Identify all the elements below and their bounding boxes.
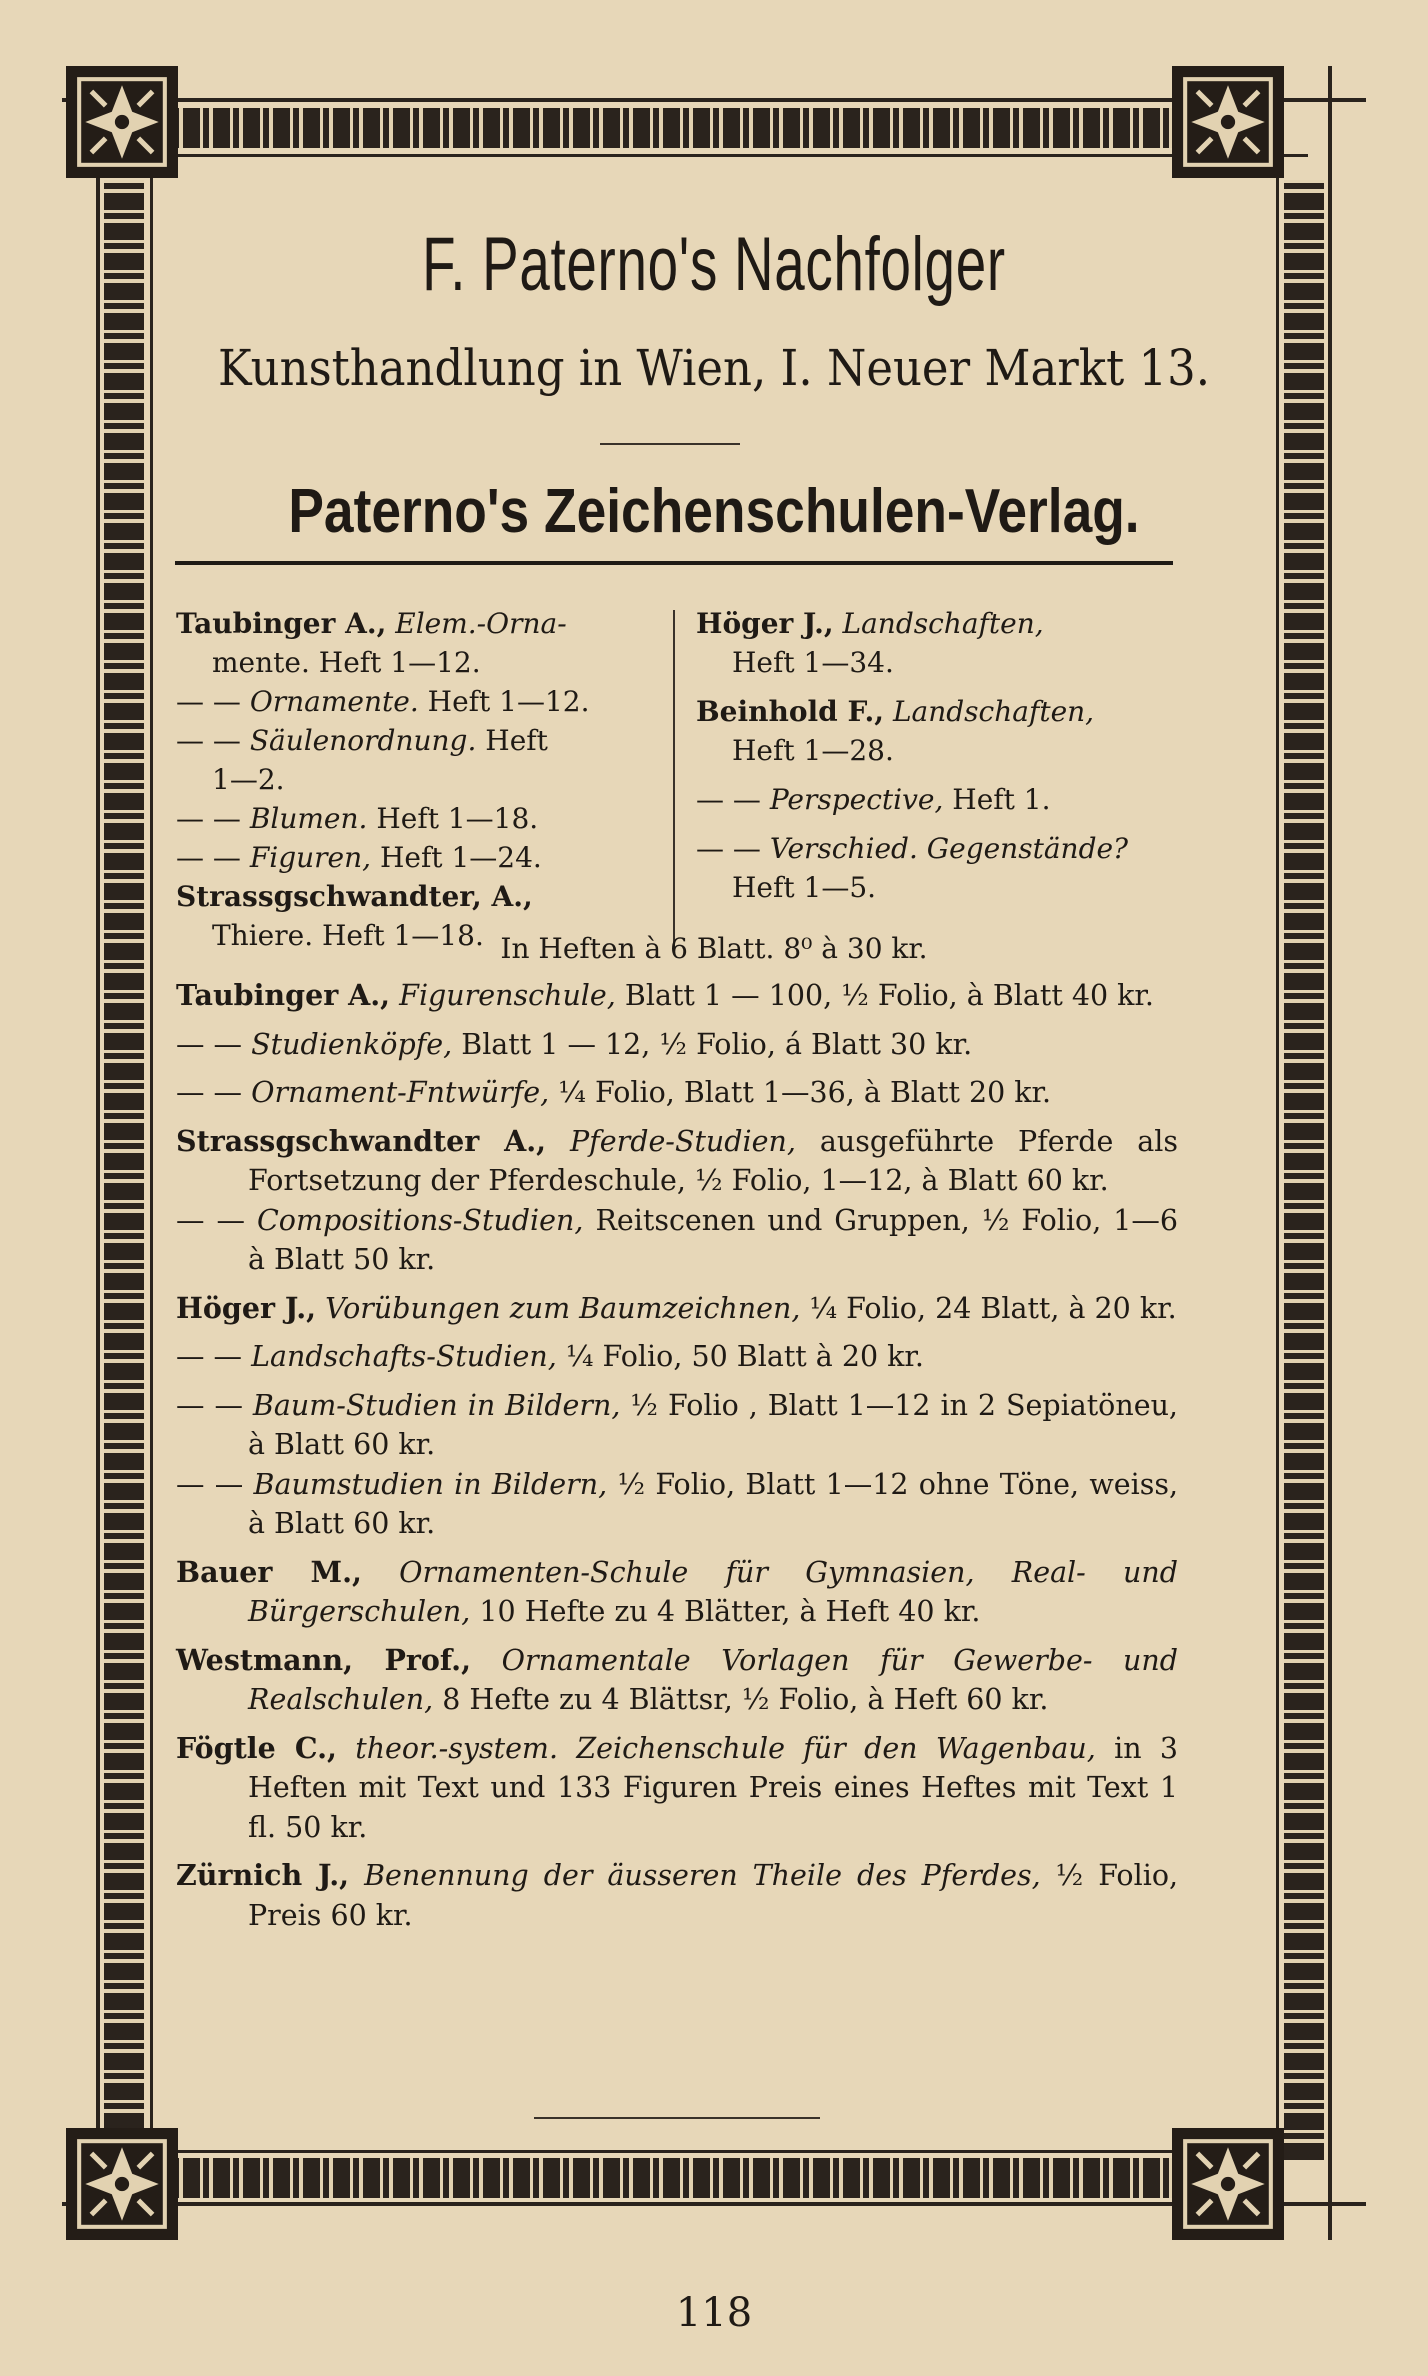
right-column xyxy=(696,604,1178,907)
format-note: In Heften à 6 Blatt. 8⁰ à 30 kr. xyxy=(500,932,928,965)
corner-ornament-icon xyxy=(1172,2128,1284,2240)
left-column xyxy=(176,604,654,955)
list-item: — — Perspective, Heft 1. xyxy=(696,783,1051,816)
divider xyxy=(600,443,740,445)
heading-underline xyxy=(175,561,1173,565)
catalogue-list xyxy=(176,976,1178,1935)
frame-left xyxy=(104,180,144,2160)
list-item: — — Baumstudien in Bildern, ½ Folio, Blatt 1—12 ohne Töne, weiss, à Blatt 60 kr. xyxy=(176,1467,1179,1540)
list-item: — — Compositions-Studien, Reitscenen und Gruppen, ½ Folio, 1—6 à Blatt 50 kr. xyxy=(176,1203,1179,1276)
list-item: — — Baum-Studien in Bildern, ½ Folio , Blatt 1—12 in 2 Sepiatöneu, à Blatt 60 kr. xyxy=(176,1388,1178,1461)
page-title: F. Paterno's Nachfolger xyxy=(422,222,1006,307)
frame-bottom xyxy=(170,2158,1258,2198)
list-item: Strassgschwandter, A., Thiere. Heft 1—18. xyxy=(176,880,533,952)
list-item: Westmann, Prof., Ornamentale Vorlagen für Gewerbe- und Realschulen, 8 Hefte zu 4 Blättsr, ½ Folio, à Heft 60 kr. xyxy=(176,1642,1179,1716)
page-number: 118 xyxy=(675,2290,753,2336)
list-item: Höger J., Vorübungen zum Baumzeichnen, ¼ Folio, 24 Blatt, à 20 kr. xyxy=(176,1290,1177,1325)
frame-top xyxy=(170,108,1258,148)
list-item: Taubinger A., Figurenschule, Blatt 1 — 100, ½ Folio, à Blatt 40 kr. xyxy=(176,978,1154,1012)
list-item: Beinhold F., Landschaften, Heft 1—28. xyxy=(696,695,1095,767)
corner-ornament-icon xyxy=(1172,66,1284,178)
frame-right xyxy=(1284,180,1324,2160)
frame-outer-top xyxy=(62,98,1366,102)
frame-outer-left xyxy=(96,66,100,2240)
column-divider xyxy=(673,610,675,950)
list-item: — — Figuren, Heft 1—24. xyxy=(176,841,542,874)
list-item: Fögtle C., theor.-system. Zeichenschule für den Wagenbau, in 3 Heften mit Text und 133 Figuren Preis eines Heftes mit Text 1 fl. 50 kr. xyxy=(176,1730,1179,1844)
corner-ornament-icon xyxy=(66,66,178,178)
frame-inner-left xyxy=(150,160,153,2150)
list-item: Taubinger A., Elem.-Orna- mente. Heft 1—12. xyxy=(176,607,567,679)
section-heading: Paterno's Zeichenschulen-Verlag. xyxy=(288,477,1140,546)
page-subtitle: Kunsthandlung in Wien, I. Neuer Markt 13. xyxy=(217,339,1211,397)
frame-outer-right xyxy=(1328,66,1332,2240)
list-item: — — Ornament-Fntwürfe, ¼ Folio, Blatt 1—36, à Blatt 20 kr. xyxy=(176,1076,1052,1109)
corner-ornament-icon xyxy=(66,2128,178,2240)
list-item: — — Verschied. Gegenstände? Heft 1—5. xyxy=(696,832,1129,904)
frame-outer-bottom xyxy=(62,2202,1366,2206)
list-item: Strassgschwandter A., Pferde-Studien, ausgeführte Pferde als Fortsetzung der Pferdeschule, ½ Folio, 1—12, à Blatt 60 kr. xyxy=(176,1123,1179,1197)
bottom-divider xyxy=(534,2117,820,2119)
frame-inner-right xyxy=(1276,160,1279,2150)
frame-inner-top xyxy=(120,154,1308,157)
list-item: Höger J., Landschaften, Heft 1—34. xyxy=(696,607,1044,679)
list-item: Zürnich J., Benennung der äusseren Theile des Pferdes, ½ Folio, Preis 60 kr. xyxy=(176,1858,1179,1932)
list-item: — — Ornamente. Heft 1—12. xyxy=(176,685,590,718)
list-item: Bauer M., Ornamenten-Schule für Gymnasien, Real- und Bürgerschulen, 10 Hefte zu 4 Blätter, à Heft 40 kr. xyxy=(176,1554,1178,1628)
list-item: — — Landschafts-Studien, ¼ Folio, 50 Blatt à 20 kr. xyxy=(176,1340,924,1373)
list-item: — — Säulenordnung. Heft 1—2. xyxy=(176,724,548,796)
frame-inner-bottom xyxy=(120,2150,1308,2153)
list-item: — — Studienköpfe, Blatt 1 — 12, ½ Folio, á Blatt 30 kr. xyxy=(176,1027,973,1061)
list-item: — — Blumen. Heft 1—18. xyxy=(176,802,539,835)
